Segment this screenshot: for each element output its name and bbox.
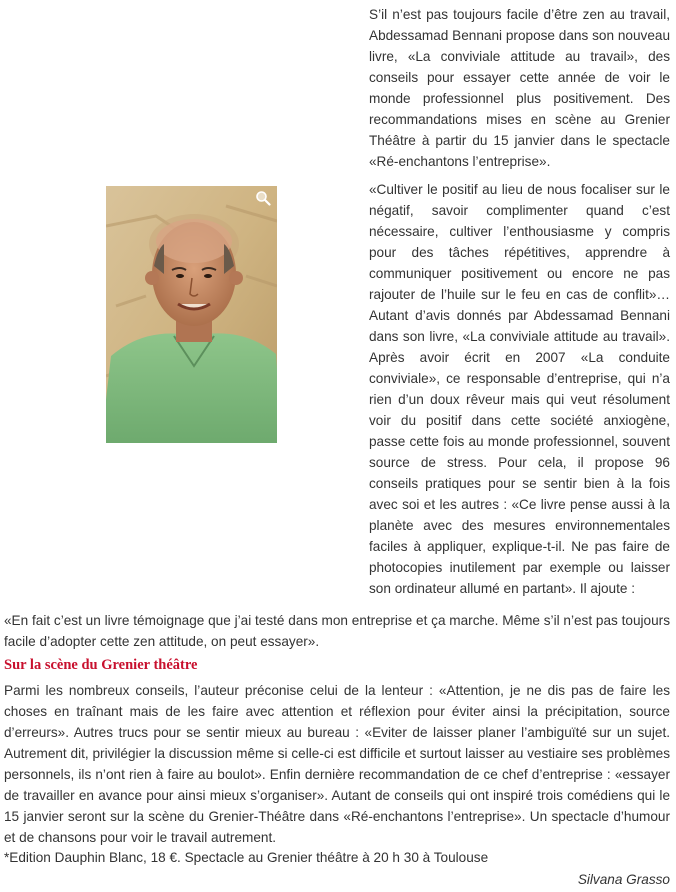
edition-note <box>4 847 670 868</box>
conseils-text: Parmi les nombreux conseils, l’auteur préconise celui de la lenteur : «Attention, je ne dis pas de faire les choses en traînant mais de les faire avec attention et réflexion pour éviter ainsi la précipitation, source d’erreurs». Autres trucs pour se sentir mieux au bureau : «Eviter de laisser planer l’ambiguïté sur un sujet. Autrement dit, privilégier la discussion même si celle-ci est difficile et surtout laisser au vestiaire ses problèmes personnels, ils n’ont rien à faire au boulot». Enfin dernière recommandation de ce chef d’entreprise : «essayer de travailler en avance pour ainsi mieux s’organiser». Autant de conseils qui ont inspiré trois comédiens qui le 15 janvier seront sur la scène du Grenier-Théâtre dans «Ré-enchantons l’entreprise». Un spectacle d’humour et de chansons pour voir le travail autrement. <box>4 683 670 845</box>
article-right-column <box>369 4 670 606</box>
quote-text: «En fait c’est un livre témoignage que j’ai testé dans mon entreprise et ça marche. Même s’il n’est pas toujours facile d’adopter cette zen attitude, on peut essayer». <box>4 613 670 649</box>
edition-text: *Edition Dauphin Blanc, 18 €. Spectacle au Grenier théâtre à 20 h 30 à Toulouse <box>4 850 489 865</box>
author-photo[interactable] <box>106 186 277 443</box>
quote-paragraph <box>4 610 670 652</box>
zoom-icon[interactable] <box>255 190 271 206</box>
author-portrait <box>106 186 277 443</box>
author-signature: Silvana Grasso <box>577 872 670 887</box>
section-heading: Sur la scène du Grenier théâtre <box>4 657 198 673</box>
body-paragraph: «Cultiver le positif au lieu de nous focaliser sur le négatif, savoir complimenter quand c’est nécessaire, cultiver l’enthousiasme y compris pour des tâches répétitives, apprendre à communiquer positivement ou encore ne pas rajouter de l’huile sur le feu en cas de conflit»… Autant d’avis donnés par Abdessamad Bennani dans son livre, «La conviviale attitude au travail». Après avoir écrit en 2007 «La conduite conviviale», ce responsable d’entreprise, qui n’a rien d’un doux rêveur mais qui veut résolument voir du positif dans cette société anxiogène, passe cette fois au monde professionnel, souvent source de stress. Pour cela, il propose 96 conseils pratiques pour se sentir bien à la fois avec soi et les autres : «Ce livre pense aussi à la planète avec des mesures environnementales faciles à appliquer, explique-t-il. Ne pas faire de photocopies inutilement par exemple ou laisser son ordinateur allumé en partant». Il ajoute : <box>369 182 670 596</box>
conseils-paragraph <box>4 680 670 848</box>
intro-paragraph: S’il n’est pas toujours facile d’être zen au travail, Abdessamad Bennani propose dans son nouveau livre, «La conviviale attitude au travail», des conseils pour essayer cette année de voir le monde professionnel plus positivement. Des recommandations mises en scène au Grenier Théâtre à partir du 15 janvier dans le spectacle «Ré-enchantons l’entreprise». <box>369 7 670 169</box>
